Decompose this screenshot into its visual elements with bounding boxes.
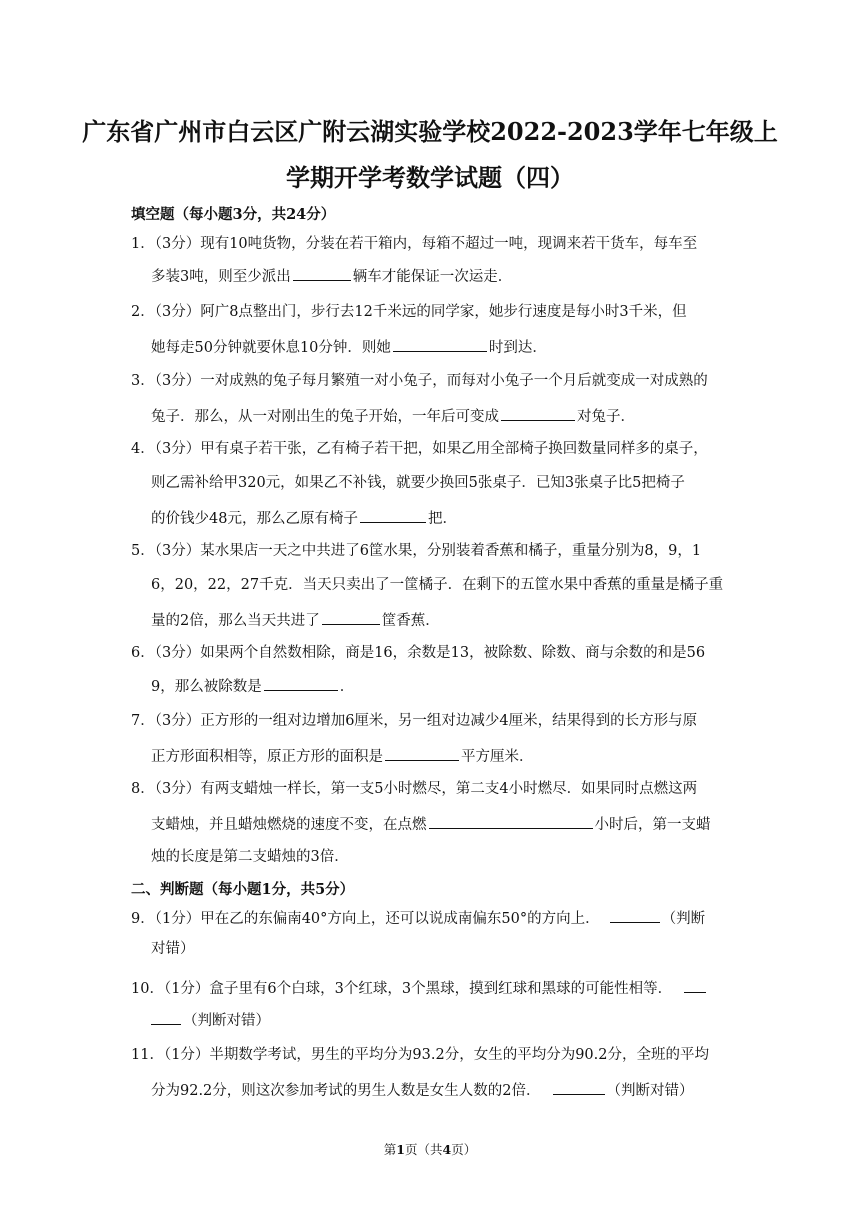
question-number: 11． [131,1047,164,1063]
question-text: 量的2倍，那么当天共进了 [151,613,320,629]
question-text: 对兔子． [577,409,635,425]
answer-blank[interactable] [264,675,338,691]
question-text: 把． [427,511,457,527]
question-line [131,643,705,663]
question-text: 的价钱少48元，那么乙原有椅子 [151,511,358,527]
answer-blank[interactable] [553,1079,605,1095]
question-line [131,302,687,322]
page-footer [0,1140,860,1158]
answer-blank[interactable] [429,813,593,829]
question-text: （3分）如果两个自然数相除，商是16，余数是13，被除数、除数、商与余数的和是56 [154,645,706,661]
answer-blank[interactable] [684,977,706,993]
question-text: 对错） [151,941,195,957]
question-line [131,439,708,459]
answer-blank[interactable] [393,336,487,352]
footer-prefix: 第 [383,1142,397,1157]
footer-middle: 页（共 [404,1142,443,1157]
question-number: 2． [131,304,155,320]
question-line [131,977,708,997]
question-text: 分为92.2分，则这次参加考试的男生人数是女生人数的2倍． [151,1083,541,1099]
question-text: （判断对错） [183,1013,270,1029]
question-text: （3分）有两支蜡烛一样长，第一支5小时燃尽，第二支4小时燃尽．如果同时点燃这两 [154,781,698,797]
question-line [131,234,697,254]
question-text: （判断 [661,911,706,927]
section-heading-true-false: 二、判断题（每小题1分，共5分） [131,881,355,898]
question-number: 10． [131,981,164,997]
question-line [151,745,534,765]
question-line [151,1079,694,1099]
question-text: （3分）正方形的一组对边增加6厘米，另一组对边减少4厘米，结果得到的长方形与原 [154,713,698,729]
question-line [151,575,723,595]
question-text: （3分）一对成熟的兔子每月繁殖一对小兔子，而每对小兔子一个月后就变成一对成熟的 [154,373,708,389]
question-text: （3分）甲有桌子若干张，乙有椅子若干把，如果乙用全部椅子换回数量同样多的桌子， [154,441,708,457]
question-text: 支蜡烛，并且蜡烛燃烧的速度不变，在点燃 [151,817,427,833]
question-text: （判断对错） [606,1083,694,1099]
question-number: 4． [131,441,155,457]
footer-page-number: 1 [396,1142,405,1157]
question-text: （3分）阿广8点整出门，步行去12千米远的同学家，她步行速度是每小时3千米，但 [154,304,687,320]
answer-blank[interactable] [610,907,660,923]
question-text: 她每走50分钟就要休息10分钟．则她 [151,340,391,356]
question-text: 9，那么被除数是 [151,679,262,695]
question-text: （1分）半期数学考试，男生的平均分为93.2分，女生的平均分为90.2分，全班的平均 [163,1047,709,1063]
question-line [151,473,685,493]
question-text: 小时后，第一支蜡 [594,817,711,833]
question-text: 辆车才能保证一次运走． [352,269,513,285]
question-text: （1分）盒子里有6个白球，3个红球，3个黑球，摸到红球和黑球的可能性相等． [163,981,673,997]
question-line [151,675,354,695]
page-title-line-1: 广东省广州市白云区广附云湖实验学校2022-2023学年七年级上 [82,117,778,146]
question-text: 6，20，22，27千克．当天只卖出了一筐橘子．在剩下的五筐水果中香蕉的重量是橘子重 [151,577,724,593]
question-number: 6． [131,645,155,661]
question-line [151,265,512,285]
question-text: 则乙需补给甲320元，如果乙不补钱，就要少换回5张桌子．已知3张桌子比5把椅子 [151,475,685,491]
answer-blank[interactable] [322,609,380,625]
answer-blank[interactable] [501,405,575,421]
question-line [151,336,547,356]
answer-blank[interactable] [385,745,459,761]
question-line [151,507,457,527]
question-line [151,609,440,629]
question-line [131,541,701,561]
footer-total-pages: 4 [442,1142,452,1157]
question-text: （1分）甲在乙的东偏南40°方向上，还可以说成南偏东50°的方向上． [154,911,600,927]
answer-blank[interactable] [293,265,351,281]
question-text: ． [339,679,355,695]
question-text: 时到达． [488,340,547,356]
question-text: 多装3吨，则至少派出 [151,269,291,285]
question-number: 8． [131,781,155,797]
question-number: 1． [131,236,155,252]
page-title-line-2: 学期开学考数学试题（四） [286,163,574,192]
question-number: 9． [131,911,155,927]
question-number: 5． [131,543,155,559]
question-line [151,813,711,833]
question-text: （3分）现有10吨货物，分装在若干箱内，每箱不超过一吨，现调来若干货车，每车至 [154,236,698,252]
question-text: 筐香蕉． [381,613,440,629]
question-line [151,939,195,959]
answer-blank-continued[interactable] [151,1009,181,1025]
question-line [131,779,697,799]
question-text: 正方形面积相等，原正方形的面积是 [151,749,383,765]
question-text: 烛的长度是第二支蜡烛的3倍． [151,849,349,865]
question-text: （3分）某水果店一天之中共进了6筐水果，分别装着香蕉和橘子，重量分别为8，9，1 [154,543,702,559]
question-line [151,847,349,867]
question-line [131,711,697,731]
question-line [151,1009,270,1029]
answer-blank[interactable] [360,507,426,523]
question-text: 平方厘米． [461,749,534,765]
question-line [131,1045,709,1065]
question-line [151,405,635,425]
question-number: 3． [131,373,155,389]
question-text: 兔子．那么，从一对刚出生的兔子开始，一年后可变成 [151,409,499,425]
question-number: 7． [131,713,155,729]
section-heading-fill-in: 填空题（每小题3分，共24分） [131,206,336,223]
question-line [131,371,708,391]
question-line [131,907,705,927]
footer-suffix: 页） [451,1142,477,1157]
